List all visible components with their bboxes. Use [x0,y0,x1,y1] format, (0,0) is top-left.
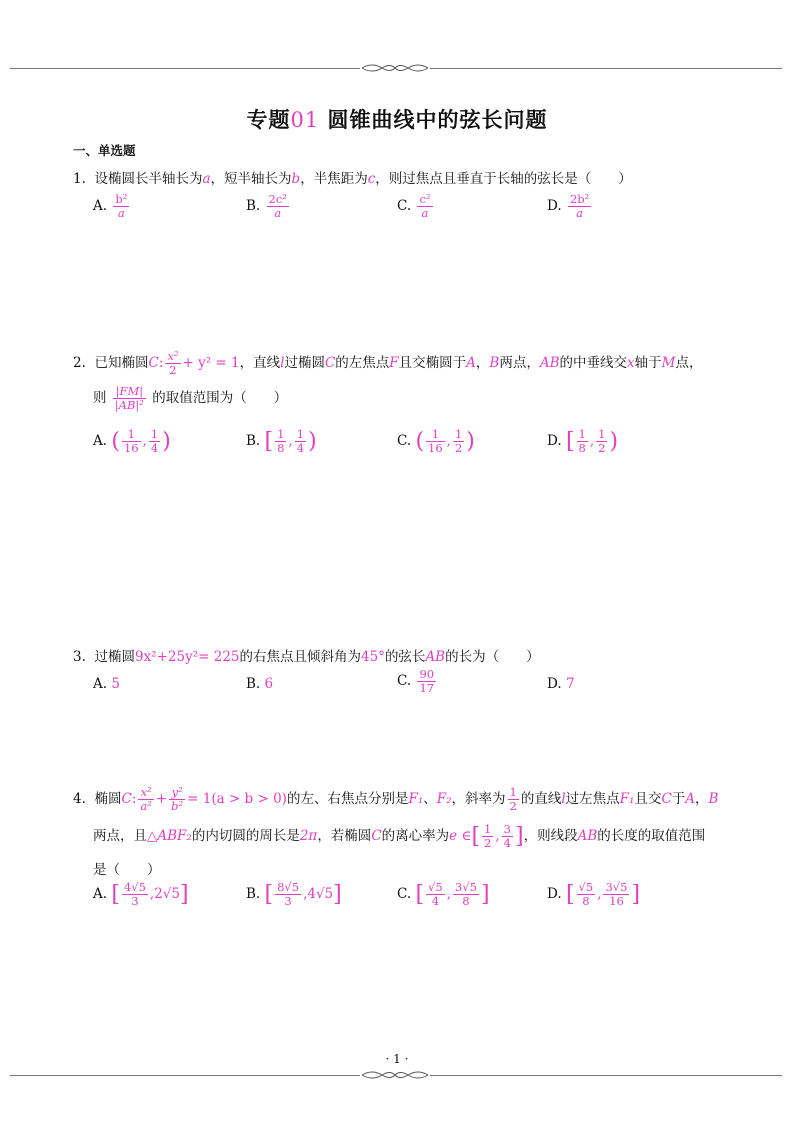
page-title: 专题01 圆锥曲线中的弦长问题 [246,108,548,132]
question-1-option-d[interactable]: D. $\frac{\text{2b²}}{a}$ [547,192,590,221]
question-4-option-c[interactable]: C. [ $\frac{√5}{4}$ , $\frac{3√5}{8}$ ] [397,880,490,909]
page-number: · 1 · [385,1052,409,1066]
question-2-option-b[interactable]: B. [ $\frac{1}{8}$ , $\frac{1}{4}$ ) [246,427,317,456]
question-2-stem-line2: 则 $\frac{|FM|}{\text{|AB|²}}$ 的取值范围为（ ） [93,384,288,413]
question-1-option-c[interactable]: C. $\frac{\text{c²}}{a}$ [397,192,431,221]
top-ornament [360,61,430,75]
question-2-option-d[interactable]: D. [ $\frac{1}{8}$ , $\frac{1}{2}$ ) [547,427,619,456]
section-heading: 一、单选题 [73,143,136,158]
question-2-option-c[interactable]: C. ( $\frac{1}{16}$ , $\frac{1}{2}$ ) [397,427,475,456]
question-4-option-b[interactable]: B. [ $\frac{8√5}{3}$ ,4√5] [246,880,342,909]
question-3-option-c[interactable]: C. $\frac{90}{17}$ [397,667,435,696]
question-1-option-a[interactable]: A. $\frac{\text{b²}}{a}$ [93,192,128,221]
question-4-option-d[interactable]: D. [ $\frac{√5}{8}$ , $\frac{3√5}{16}$ ] [547,880,641,909]
question-2-stem-line1: 2. 已知椭圆C: $\frac{\text{x²}}{2}$ + y² = 1，直线l过椭圆C的左焦点F且交椭圆于A，B两点，AB的中垂线交x轴于M点， [73,349,703,378]
question-3-option-b[interactable]: B. 6 [246,676,274,692]
bottom-ornament [360,1068,430,1082]
question-3-option-d[interactable]: D. 7 [547,676,575,692]
question-4-stem-line3: 是（ ） [93,862,161,878]
question-3-stem: 3. 过椭圆9x²+25y²= 225的右焦点且倾斜角为45°的弦长AB的长为（ ） [73,649,540,665]
question-2-option-a[interactable]: A. ( $\frac{1}{16}$ , $\frac{1}{4}$ ) [93,427,171,456]
question-1-option-b[interactable]: B. $\frac{\text{2c²}}{a}$ [246,192,287,221]
question-4-option-a[interactable]: A. [ $\frac{4√5}{3}$ ,2√5] [93,880,189,909]
question-3-option-a[interactable]: A. 5 [93,676,120,692]
question-1-stem: 1. 设椭圆长半轴长为a，短半轴长为b，半焦距为c，则过焦点且垂直于长轴的弦长是（ ） [73,171,632,187]
question-4-stem-line2: 两点，且△ABF₂的内切圆的周长是2π，若椭圆C的离心率为e ∈[ $\frac{1}{2}$ , $\frac{3}{4}$ ]，则线段AB的长度的取值范围 [93,822,706,851]
question-4-stem-line1: 4. 椭圆C: $\frac{\text{x²}}{\text{a²}}$ + $\frac{\text{y²}}{\text{b²}}$ = 1(a > b > 0)的左、右焦点分别是F₁、F₂，斜率为 $\frac{1}{2}$ 的直线l过左焦点F₁且交C于A，B [73,785,719,814]
